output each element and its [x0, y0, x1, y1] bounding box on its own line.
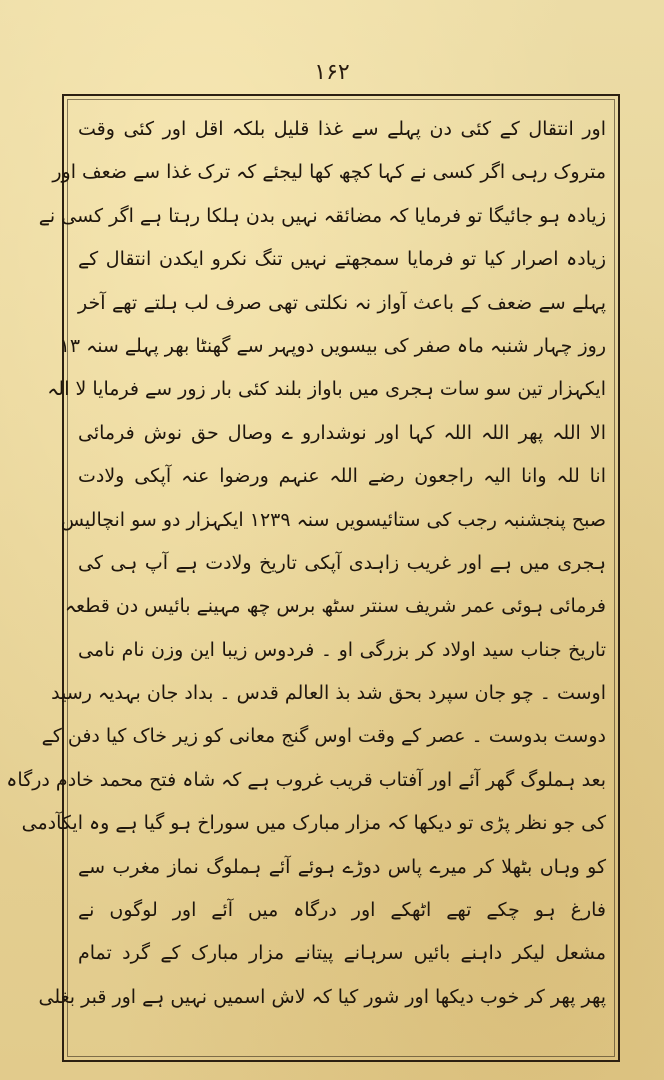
page-number: ۱۶۲ — [314, 60, 350, 85]
text-line: زیادہ اصرار کیا تو فرمایا سمجھتے نہیں تنگ نکرو ایکدن انتقال کے — [78, 248, 606, 271]
text-line: دوست بدوست ۔ عصر کے وقت اوس گنج معانی کو زیر خاک کیا دفن کے — [41, 725, 606, 748]
text-line: الا اللہ پھر اللہ اللہ کہا اور نوشدارو ے وصال حق نوش فرمائی — [78, 421, 606, 444]
text-frame — [6, 94, 620, 1062]
text-line: تاریخ جناب سید اولاد کر بزرگی او ۔ فردوس زیبا این وزن نام نامی — [78, 638, 606, 661]
text-line: پہلے سے ضعف کے باعث آواز نہ نکلتی تھی صرف لب ہلتے تھے آخر — [78, 291, 606, 314]
text-line: بعد ہملوگ گھر آئے اور آفتاب قریب غروب ہے کہ شاہ فتح محمد خادم درگاہ — [6, 768, 606, 791]
text-body — [6, 108, 606, 1019]
text-line: فارغ ہو چکے تھے اٹھکے اور درگاہ میں آئے اور لوگوں نے — [78, 899, 606, 922]
text-line: مشعل لیکر داہنے بائیں سرہانے پیتانے مزار مبارک کے گرد تمام — [78, 942, 606, 965]
text-line: روز چہار شنبہ ماہ صفر کی بیسویں دوپہر سے گھنٹا بھر پہلے سنہ ۱۳ — [59, 334, 606, 357]
text-line: کو وہاں بٹھلا کر میرے پاس دوڑے ہوئے آئے ہملوگ نماز مغرب سے — [78, 855, 606, 878]
text-line: پھر پھر کر خوب دیکھا اور شور کیا کہ لاش اسمیں نہیں ہے اور قبر بغلی — [38, 985, 606, 1008]
text-line: کی جو نظر پڑی تو دیکھا کہ مزار مبارک میں سوراخ ہو گیا ہے وہ ایکآدمی — [21, 812, 606, 835]
text-line: انا للہ وانا الیہ راجعون رضے اللہ عنہم ورضوا عنہ آپکی ولادت — [78, 465, 606, 488]
text-line: فرمائی ہوئی عمر شریف سنتر سٹھ برس چھ مہینے بائیس دن قطعہ — [64, 595, 606, 618]
text-line: زیادہ ہو جائیگا تو فرمایا کہ مضائقہ نہیں بدن ہلکا رہتا ہے اگر کسی نے — [38, 204, 606, 227]
text-line: اوست ۔ چو جان سپرد بحق شد بذ العالم قدس ۔ بداد جان بہدیہ رسید — [51, 682, 606, 705]
text-line: ہجری میں ہے اور غریب زاہدی آپکی تاریخ ولادت ہے آپ ہی کی — [78, 551, 606, 574]
text-line: ایکہزار تین سو سات ہجری میں باواز بلند کئی بار زور سے فرمایا لا الہ — [47, 378, 606, 401]
text-line: صبح پنجشنبہ رجب کی ستائیسویں سنہ ۱۲۳۹ ایکہزار دو سو انچالیس — [60, 508, 606, 531]
text-line: متروک رہی اگر کسی نے کہا کچھ کھا لیجئے کہ ترک غذا سے ضعف اور — [52, 161, 606, 184]
text-line: اور انتقال کے کئی دن پہلے سے غذا قلیل بلکہ اقل اور کئی وقت — [78, 118, 606, 140]
